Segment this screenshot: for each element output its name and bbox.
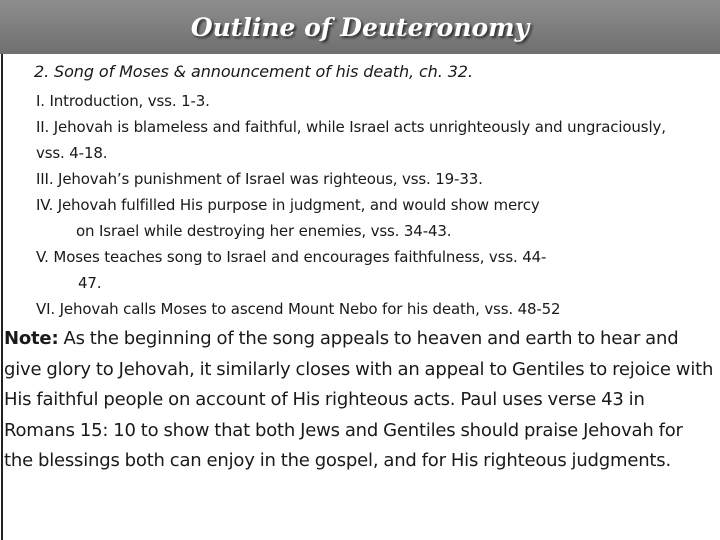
outline-item-1: I. Introduction, vss. 1-3.: [36, 92, 210, 110]
title-bar: [0, 0, 720, 54]
outline-item-4: [36, 192, 696, 244]
outline-item-5-line-2: 47.: [78, 274, 102, 292]
outline-item-5: [36, 244, 696, 296]
outline-item-4-line-1: IV. Jehovah fulfilled His purpose in judgment, and would show mercy: [36, 196, 540, 214]
outline-item-5-line-1: V. Moses teaches song to Israel and encourages faithfulness, vss. 44-: [36, 248, 547, 266]
outline-item-4-line-2: on Israel while destroying her enemies, vss. 34-43.: [76, 222, 452, 240]
page-title: Outline of Deuteronomy: [190, 12, 530, 42]
section-subtitle: 2. Song of Moses & announcement of his death, ch. 32.: [34, 62, 473, 81]
outline-list: [36, 88, 696, 322]
outline-item-3: III. Jehovah’s punishment of Israel was righteous, vss. 19-33.: [36, 170, 483, 188]
outline-item-2: II. Jehovah is blameless and faithful, while Israel acts unrighteously and ungraciously, vss. 4-18.: [36, 118, 666, 162]
note-paragraph: [4, 324, 716, 477]
note-label: Note:: [4, 328, 59, 349]
left-border-rule: [1, 54, 3, 540]
outline-item-6: VI. Jehovah calls Moses to ascend Mount Nebo for his death, vss. 48-52: [36, 300, 561, 318]
note-text: As the beginning of the song appeals to heaven and earth to hear and give glory to Jehovah, it similarly closes with an appeal to Gentiles to rejoice with His faithful people on account of His righteous acts. Paul uses verse 43 in Romans 15: 10 to show that both Jews and Gentiles should praise Jehovah for the blessings both can enjoy in the gospel, and for His righteous judgments.: [4, 328, 714, 471]
